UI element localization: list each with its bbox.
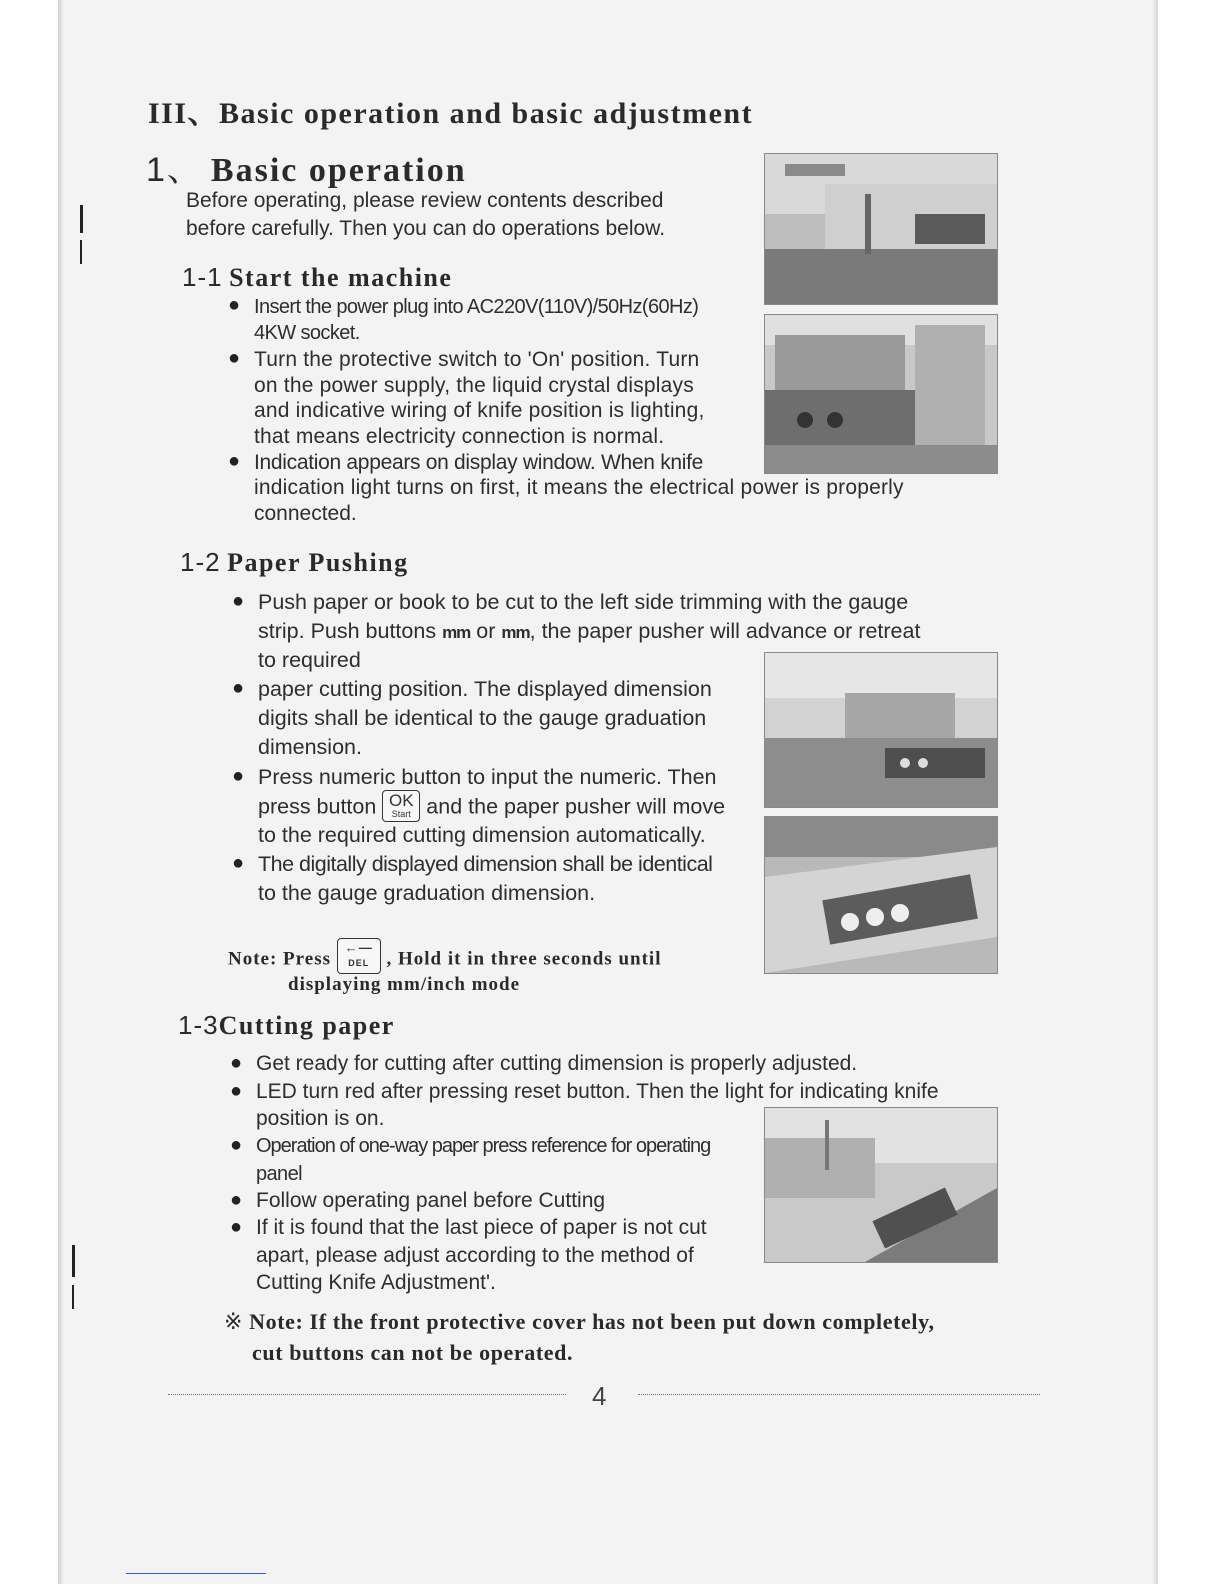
push-bullet-text: dimension.: [258, 735, 362, 759]
push-bullet-text: to the required cutting dimension automatically.: [258, 823, 706, 847]
cutting-paper-heading: [178, 1010, 395, 1041]
paper-pushing-heading: [180, 547, 409, 578]
cut-bullet-text: panel: [256, 1163, 302, 1185]
control-panel-photo: [764, 314, 998, 474]
page-left-edge: [58, 0, 64, 1584]
binding-mark: [80, 205, 83, 233]
mm-inch-note-line2: displaying mm/inch mode: [288, 974, 521, 995]
basic-operation-heading: [146, 142, 467, 191]
binding-mark: [72, 1245, 75, 1277]
start-bullet-text: Insert the power plug into AC220V(110V)/50Hz(60Hz): [254, 296, 699, 318]
cut-bullet-text: apart, please adjust according to the method of: [256, 1244, 694, 1267]
heading-title: Paper Pushing: [227, 548, 409, 577]
push-bullet-text: Push paper or book to be cut to the left side trimming with the gauge: [258, 590, 909, 614]
del-key-icon: ←— DEL: [337, 938, 381, 974]
start-bullet-text: 4KW socket.: [254, 322, 360, 344]
binding-mark: [80, 240, 82, 264]
start-machine-heading: [182, 262, 452, 293]
start-bullet-text: connected.: [254, 502, 357, 525]
push-text: press button: [258, 794, 377, 819]
start-bullet-text: Turn the protective switch to 'On' position. Turn: [254, 348, 700, 371]
push-bullet-line: [258, 792, 725, 824]
bullet-icon: ●: [232, 677, 245, 699]
page-number: 4: [592, 1381, 607, 1411]
cut-bullet-text: LED turn red after pressing reset button. Then the light for indicating knife: [256, 1080, 939, 1103]
bottom-underline: [126, 1573, 266, 1574]
bullet-icon: ●: [228, 294, 241, 316]
forward-mm-button-icon: mm: [442, 623, 471, 642]
push-text: strip. Push buttons: [258, 619, 437, 643]
start-bullet-text: indication light turns on first, it means the electrical power is properly: [254, 476, 904, 499]
mm-inch-note: [228, 942, 661, 978]
push-bullet-text: to required: [258, 648, 361, 672]
push-text: , the paper pusher will advance or retreat: [529, 619, 921, 643]
heading-title: Basic operation: [210, 152, 467, 189]
start-bullet-text: and indicative wiring of knife position is lighting,: [254, 399, 705, 422]
cut-bullet-text: Operation of one-way paper press reference for operating: [256, 1135, 711, 1157]
bullet-icon: ●: [230, 1080, 243, 1102]
push-bullet-text: paper cutting position. The displayed dimension: [258, 677, 712, 701]
warning-text: Note: If the front protective cover has not been put down completely,: [249, 1309, 935, 1334]
heading-title: Cutting paper: [218, 1011, 395, 1040]
note-text: Note: Press: [228, 948, 331, 970]
bullet-icon: ●: [228, 450, 241, 472]
backward-mm-button-icon: mm: [501, 623, 530, 642]
bullet-icon: ●: [232, 590, 245, 612]
intro-line: Before operating, please review contents described: [186, 189, 664, 212]
cut-bullet-text: Cutting Knife Adjustment'.: [256, 1271, 496, 1294]
reference-mark-icon: ※: [224, 1310, 244, 1335]
push-bullet-text: The digitally displayed dimension shall be identical: [258, 852, 713, 876]
binding-mark: [72, 1285, 74, 1309]
bullet-icon: ●: [232, 765, 245, 787]
bullet-icon: ●: [232, 852, 245, 874]
bullet-icon: ●: [230, 1216, 243, 1238]
heading-number: 1、: [146, 151, 203, 189]
ok-start-key-icon: OK Start: [382, 790, 420, 822]
start-bullet-text: Indication appears on display window. When knife: [254, 451, 704, 474]
heading-title: Start the machine: [229, 263, 453, 292]
push-bullet-line: [258, 617, 920, 647]
cut-bullet-text: position is on.: [256, 1107, 385, 1130]
start-bullet-text: that means electricity connection is normal.: [254, 425, 665, 448]
warning-note: [224, 1309, 935, 1335]
bullet-icon: ●: [230, 1134, 243, 1156]
push-text: or: [476, 619, 496, 643]
cut-bullet-text: If it is found that the last piece of paper is not cut: [256, 1216, 707, 1239]
push-bullet-text: digits shall be identical to the gauge graduation: [258, 706, 707, 730]
cut-bullet-text: Follow operating panel before Cutting: [256, 1189, 606, 1212]
push-bullet-text: Press numeric button to input the numeric. Then: [258, 765, 717, 789]
warning-note-line2: cut buttons can not be operated.: [252, 1340, 574, 1365]
heading-number: 1-2: [180, 547, 221, 577]
bullet-icon: ●: [230, 1189, 243, 1211]
push-text: and the paper pusher will move: [426, 794, 726, 819]
panel-buttons-photo: [764, 816, 998, 974]
start-bullet-text: on the power supply, the liquid crystal displays: [254, 374, 694, 397]
cut-bullet-text: Get ready for cutting after cutting dimension is properly adjusted.: [256, 1052, 858, 1075]
bullet-icon: ●: [230, 1052, 243, 1074]
heading-number: 1-3: [178, 1010, 219, 1040]
push-bullet-text: to the gauge graduation dimension.: [258, 881, 596, 905]
footer-rule-left: [168, 1394, 566, 1395]
section-title: III、Basic operation and basic adjustment: [148, 97, 754, 130]
heading-number: 1-1: [182, 262, 223, 292]
intro-line: before carefully. Then you can do operations below.: [186, 217, 666, 240]
machine-photo: [764, 153, 998, 305]
bullet-icon: ●: [228, 347, 241, 369]
cutting-photo: [764, 1107, 998, 1263]
page-right-edge: [1152, 0, 1158, 1584]
paper-pusher-photo: [764, 652, 998, 808]
note-text: , Hold it in three seconds until: [386, 948, 662, 970]
footer-rule-right: [638, 1394, 1040, 1395]
